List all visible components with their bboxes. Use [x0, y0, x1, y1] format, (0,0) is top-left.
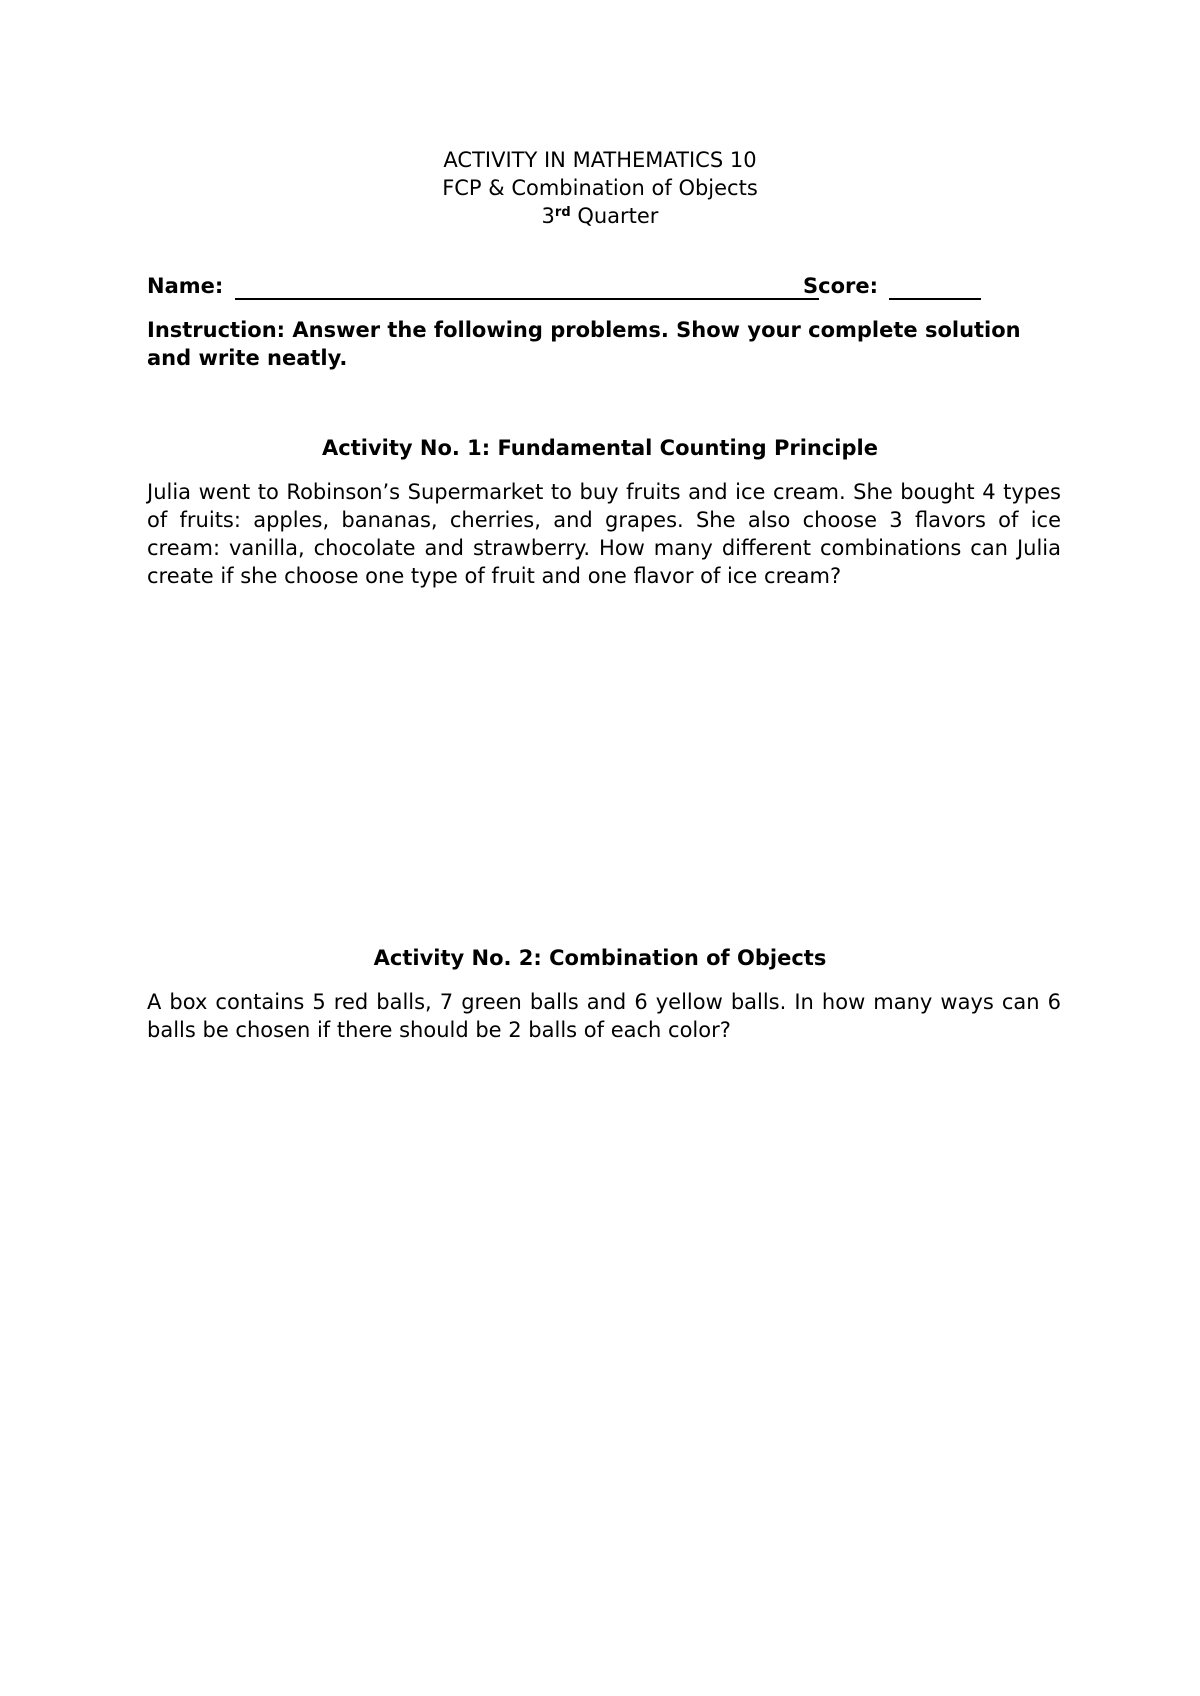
activity-1-heading: Activity No. 1: Fundamental Counting Principle — [322, 436, 878, 460]
activity-2-heading: Activity No. 2: Combination of Objects — [373, 946, 827, 970]
worksheet-title: ACTIVITY IN MATHEMATICS 10 — [443, 148, 757, 172]
activity-1-problem: Julia went to Robinson’s Supermarket to buy fruits and ice cream. She bought 4 types of fruits: apples, bananas, cherries, and grapes. She also choose 3 flavors of ice cream: vanilla, chocolate and strawberry. How many different combinations can Julia create if she choose one type of fruit and one flavor of ice cream? — [147, 480, 1061, 588]
score-label: Score: — [803, 274, 878, 298]
name-score-row — [147, 274, 1067, 304]
quarter-word: Quarter — [577, 204, 659, 228]
score-blank[interactable] — [889, 298, 981, 300]
title-block — [0, 146, 1200, 230]
activity-2-problem: A box contains 5 red balls, 7 green balls and 6 yellow balls. In how many ways can 6 balls be chosen if there should be 2 balls of each color? — [147, 990, 1061, 1042]
quarter-number: 3 — [541, 204, 555, 228]
name-label: Name: — [147, 274, 224, 298]
quarter-label — [0, 202, 1200, 230]
name-blank[interactable] — [235, 298, 819, 300]
quarter-suffix: rd — [554, 205, 571, 220]
worksheet-subtitle: FCP & Combination of Objects — [442, 176, 758, 200]
instruction-text: Instruction: Answer the following problems. Show your complete solution and write neatly. — [147, 318, 1021, 370]
